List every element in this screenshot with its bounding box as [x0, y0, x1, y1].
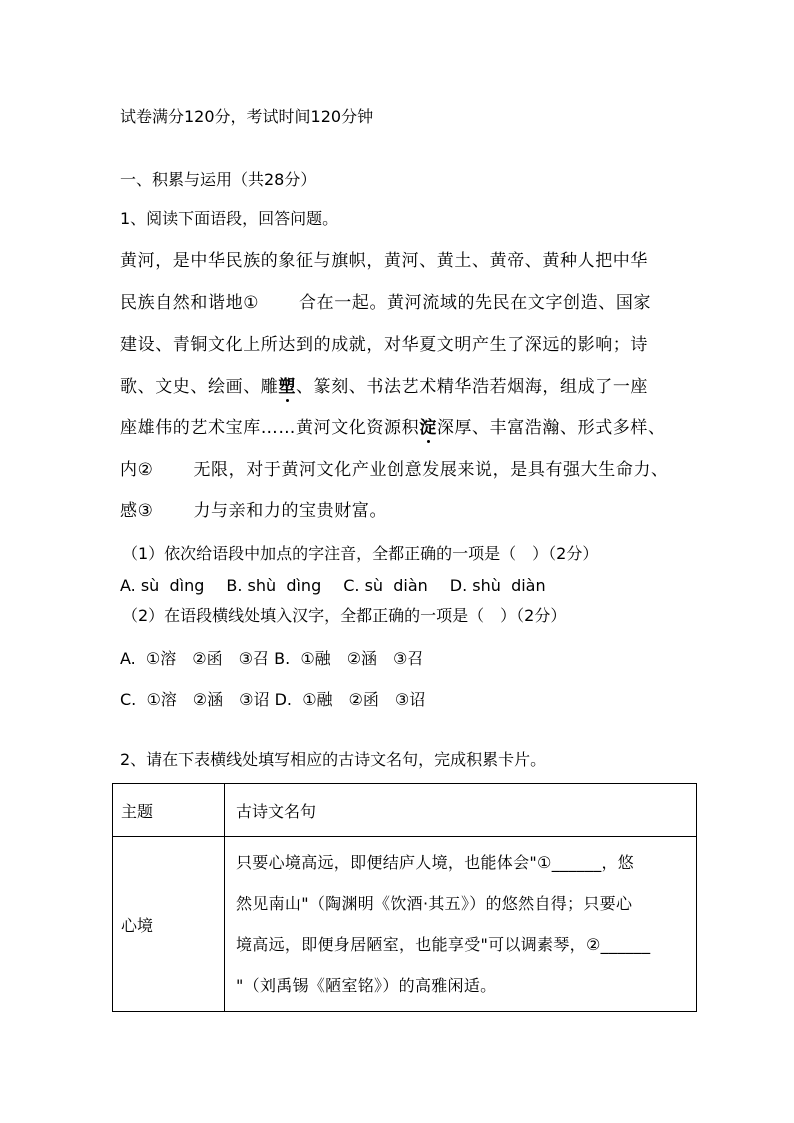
option-d-item: ②函 — [348, 690, 379, 709]
verse-line: 只要心境高远，即便结庐人境，也能体会"①______，悠 — [236, 853, 635, 872]
table-cell-theme: 心境 — [113, 837, 225, 1012]
option-c: C. sù diàn — [343, 576, 428, 595]
table-header-verse: 古诗文名句 — [225, 784, 697, 837]
question-1-prompt: 1、阅读下面语段，回答问题。 — [120, 209, 339, 228]
option-a: A. sù dìng — [120, 576, 205, 595]
option-a-label: A. — [120, 649, 136, 668]
table-header-theme: 主题 — [113, 784, 225, 837]
passage-text: 深厚、丰富浩瀚、形式多样、 — [436, 418, 666, 438]
passage-line-4 — [120, 377, 648, 397]
dotted-char-dian: 淀 — [419, 418, 437, 438]
passage-text: 民族自然和谐地① — [120, 293, 260, 313]
question-2-prompt: 2、请在下表横线处填写相应的古诗文名句，完成积累卡片。 — [120, 750, 547, 769]
passage-text: 无限，对于黄河文化产业创意发展来说，是具有强大生命力、 — [193, 460, 669, 480]
option-c-label: C. — [120, 690, 137, 709]
passage-line-6 — [120, 460, 669, 480]
verse-line: 境高远，即便身居陋室，也能享受"可以调素琴，②______ — [236, 935, 651, 954]
option-d-item: ③诏 — [394, 690, 426, 709]
passage-text: 内② — [120, 460, 154, 480]
option-d: D. shù diàn — [449, 576, 546, 595]
sub-question-2-row-2 — [120, 690, 425, 710]
verse-line: "（刘禹锡《陋室铭》）的高雅闲适。 — [236, 976, 497, 995]
option-b-item: ①融 — [300, 649, 331, 668]
exam-info: 试卷满分120分，考试时间120分钟 — [120, 107, 374, 126]
option-d-label: D. — [274, 690, 293, 709]
dotted-char-su: 塑 — [278, 377, 297, 397]
option-b: B. shù dìng — [226, 576, 322, 595]
option-c-item: ③诏 — [239, 690, 270, 709]
verse-line: 然见南山"（陶渊明《饮酒·其五》）的悠然自得；只要心 — [236, 894, 633, 913]
sub-question-2-prompt: （2）在语段横线处填入汉字，全都正确的一项是（ ）（2分） — [122, 606, 567, 625]
option-a-item: ①溶 — [145, 649, 177, 668]
passage-line-1: 黄河，是中华民族的象征与旗帜，黄河、黄土、黄帝、黄种人把中华 — [120, 251, 648, 271]
option-d-item: ①融 — [302, 690, 333, 709]
passage-text: 、篆刻、书法艺术精华浩若烟海，组成了一座 — [296, 377, 649, 397]
passage-line-5 — [120, 418, 666, 438]
option-c-item: ①溶 — [146, 690, 177, 709]
section-heading: 一、积累与运用（共28分） — [120, 170, 317, 189]
passage-text: 座雄伟的艺术宝库……黄河文化资源积 — [120, 418, 420, 438]
option-a-item: ③召 — [238, 649, 269, 668]
passage-text: 力与亲和力的宝贵财富。 — [193, 501, 388, 521]
passage-line-2 — [120, 293, 651, 313]
passage-text: 合在一起。黄河流域的先民在文字创造、国家 — [299, 293, 652, 313]
passage-text: 感③ — [120, 501, 154, 521]
passage-line-7 — [120, 501, 387, 521]
option-b-item: ③召 — [393, 649, 424, 668]
option-b-item: ②涵 — [346, 649, 378, 668]
accumulation-card-table — [112, 783, 697, 1012]
sub-question-1-prompt: （1）依次给语段中加点的字注音，全都正确的一项是（ ）（2分） — [122, 544, 599, 563]
passage-text: 歌、文史、绘画、雕 — [120, 377, 279, 397]
table-row — [113, 837, 697, 1012]
option-a-item: ②函 — [192, 649, 223, 668]
table-cell-verse — [225, 837, 697, 1012]
passage-line-3: 建设、青铜文化上所达到的成就，对华夏文明产生了深远的影响；诗 — [120, 335, 648, 355]
sub-question-2-row-1 — [120, 649, 423, 669]
option-c-item: ②涵 — [192, 690, 224, 709]
sub-question-1-options — [120, 576, 546, 596]
option-b-label: B. — [274, 649, 291, 668]
table-header-row — [113, 784, 697, 837]
